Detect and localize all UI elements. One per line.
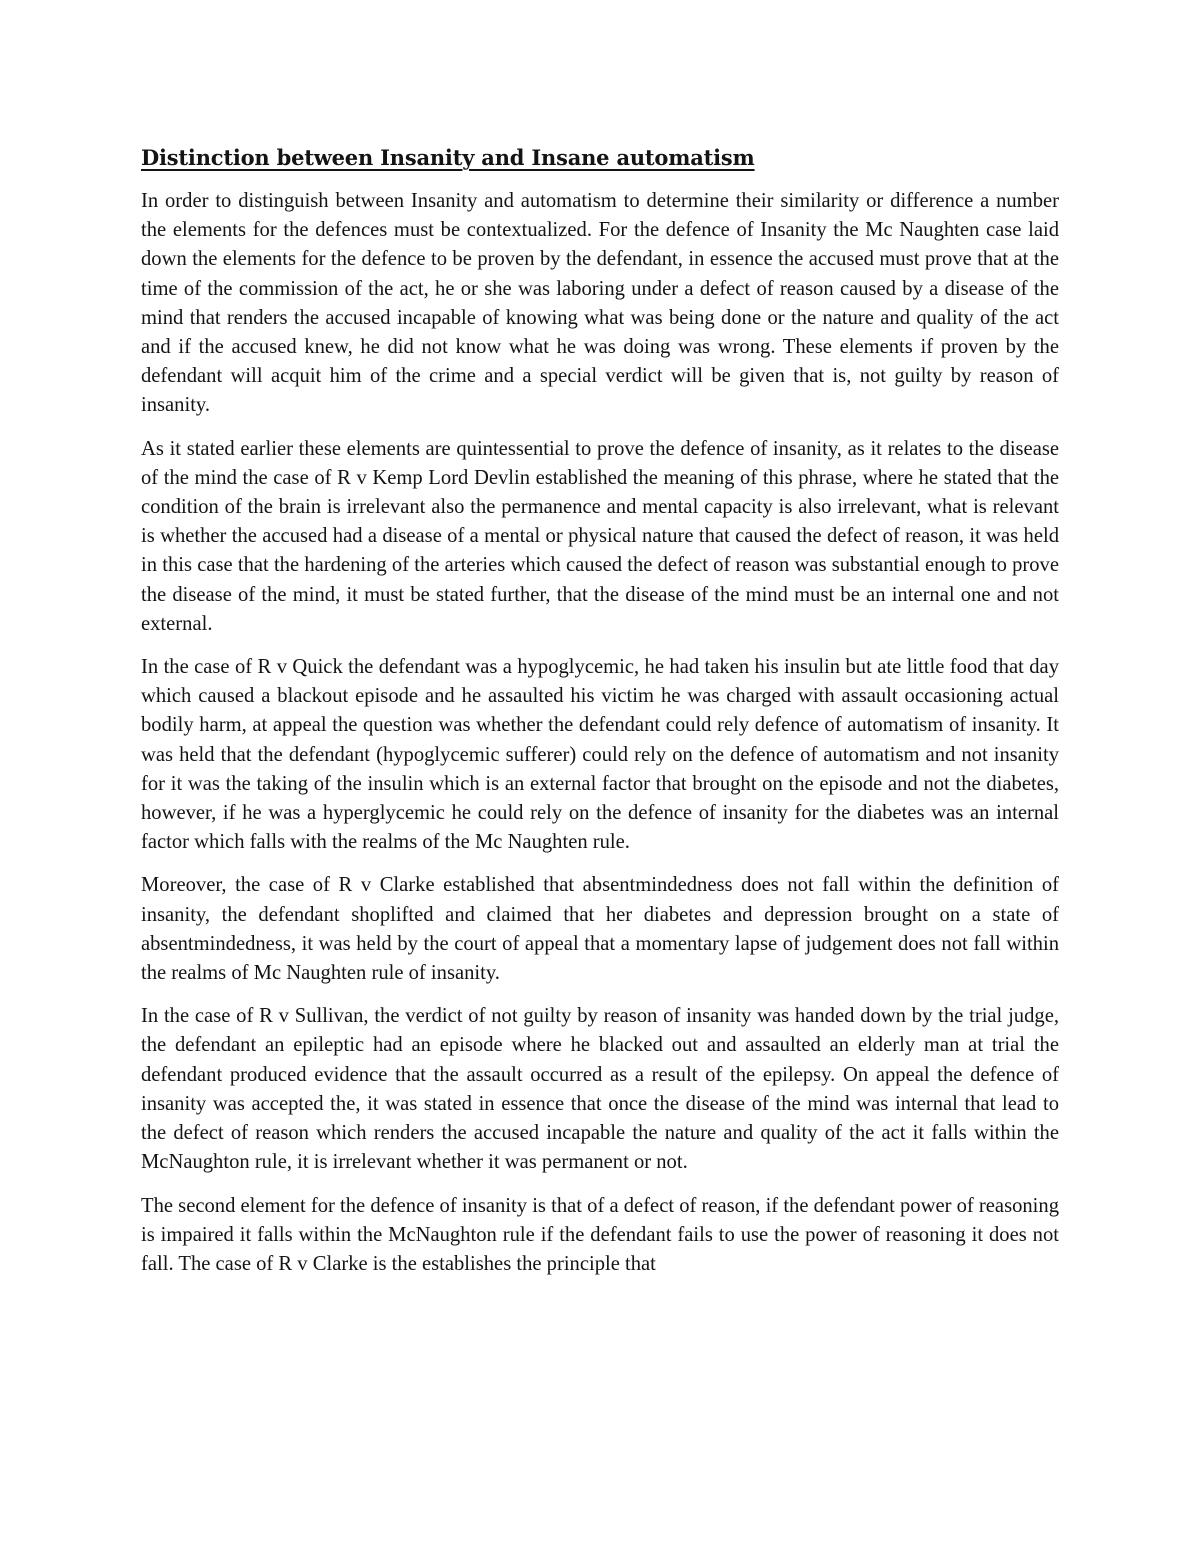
paragraph-defect-of-reason: The second element for the defence of insanity is that of a defect of reason, if the defendant power of reasoning is impaired it falls within the McNaughton rule if the defendant fails to use the power of reasoning it does not fall. The case of R v Clarke is the establishes the principle that [141,1194,1059,1275]
paragraph-mcnaughten-elements: In order to distinguish between Insanity and automatism to determine their similarity or difference a number the elements for the defences must be contextualized. For the defence of Insanity the Mc Naughten case laid down the elements for the defence to be proven by the defendant, in essence the accused must prove that at the time of the commission of the act, he or she was laboring under a defect of reason caused by a disease of the mind that renders the accused incapable of knowing what was being done or the nature and quality of the act and if the accused knew, he did not know what he was doing was wrong. These elements if proven by the defendant will acquit him of the crime and a special verdict will be given that is, not guilty by reason of insanity. [141,190,1059,417]
document-title: Distinction between Insanity and Insane automatism [141,145,755,170]
paragraph-r-v-sullivan: In the case of R v Sullivan, the verdict of not guilty by reason of insanity was handed down by the trial judge, the defendant an epileptic had an episode where he blacked out and assaulted an elderly man at trial the defendant produced evidence that the assault occurred as a result of the epilepsy. On appeal the defence of insanity was accepted the, it was stated in essence that once the disease of the mind was internal that lead to the defect of reason which renders the accused incapable the nature and quality of the act it falls within the McNaughton rule, it is irrelevant whether it was permanent or not. [141,1005,1059,1174]
paragraph-r-v-quick: In the case of R v Quick the defendant was a hypoglycemic, he had taken his insulin but ate little food that day which caused a blackout episode and he assaulted his victim he was charged with assault occasioning actual bodily harm, at appeal the question was whether the defendant could rely defence of automatism of insanity. It was held that the defendant (hypoglycemic sufferer) could rely on the defence of automatism and not insanity for it was the taking of the insulin which is an external factor that brought on the episode and not the diabetes, however, if he was a hyperglycemic he could rely on the defence of insanity for the diabetes was an internal factor which falls with the realms of the Mc Naughten rule. [141,656,1059,854]
paragraph-r-v-kemp: As it stated earlier these elements are quintessential to prove the defence of insanity, as it relates to the disease of the mind the case of R v Kemp Lord Devlin established the meaning of this phrase, where he stated that the condition of the brain is irrelevant also the permanence and mental capacity is also irrelevant, what is relevant is whether the accused had a disease of a mental or physical nature that caused the defect of reason, it was held in this case that the hardening of the arteries which caused the defect of reason was substantial enough to prove the disease of the mind, it must be stated further, that the disease of the mind must be an internal one and not external. [141,437,1059,635]
paragraph-r-v-clarke: Moreover, the case of R v Clarke established that absentmindedness does not fall within the definition of insanity, the defendant shoplifted and claimed that her diabetes and depression brought on a state of absentmindedness, it was held by the court of appeal that a momentary lapse of judgement does not fall within the realms of Mc Naughten rule of insanity. [141,874,1059,985]
document-page [141,143,1059,1293]
